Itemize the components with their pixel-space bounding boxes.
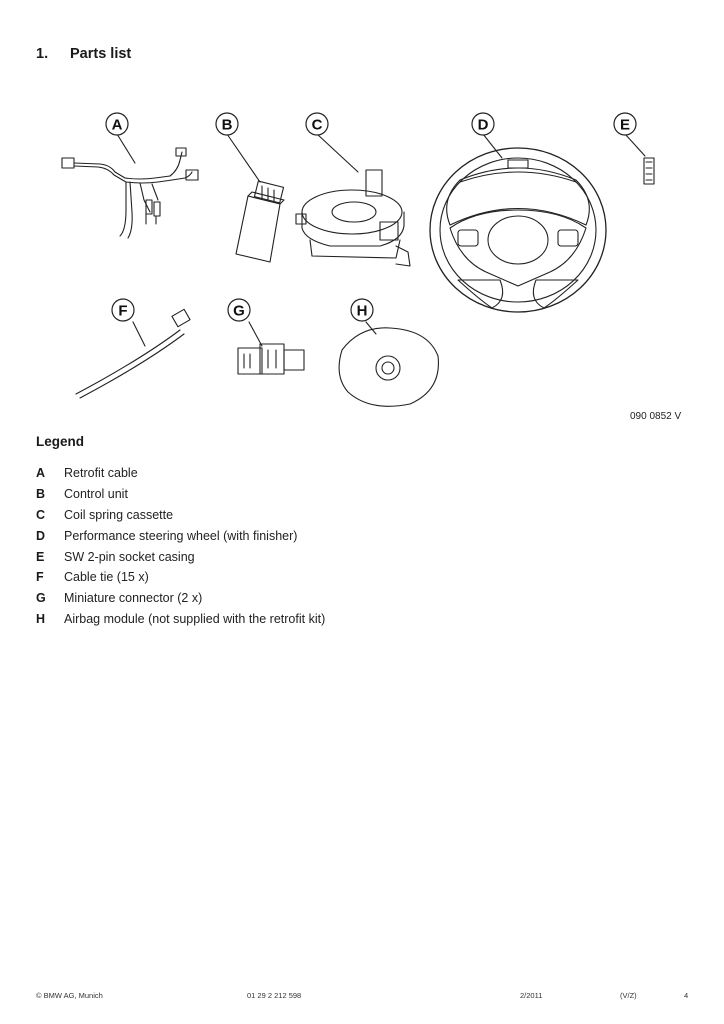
legend-item xyxy=(36,567,325,588)
legend-key: F xyxy=(36,570,44,585)
legend-text: Performance steering wheel (with finisher) xyxy=(64,528,298,543)
footer-date: 2/2011 xyxy=(520,991,543,1000)
callout-e: E xyxy=(619,116,631,134)
legend-text: Retrofit cable xyxy=(64,466,138,481)
legend-title: Legend xyxy=(36,434,85,449)
callout-a: A xyxy=(111,116,123,134)
control-unit-drawing xyxy=(227,134,284,262)
legend-key: C xyxy=(36,507,46,522)
legend-item xyxy=(36,546,325,567)
legend-key: B xyxy=(36,487,46,502)
legend-list xyxy=(36,463,325,629)
airbag-module-drawing xyxy=(339,322,438,406)
legend-text: Coil spring cassette xyxy=(64,507,174,522)
legend-text: Miniature connector (2 x) xyxy=(64,591,203,606)
legend-key: D xyxy=(36,528,46,543)
parts-illustration xyxy=(40,100,700,430)
footer-page-number: 4 xyxy=(684,991,689,1000)
section-number: 1. xyxy=(36,46,49,62)
legend-text: SW 2-pin socket casing xyxy=(64,549,195,564)
legend-text: Cable tie (15 x) xyxy=(64,570,149,585)
legend-item xyxy=(36,609,325,630)
callout-c: C xyxy=(311,116,323,134)
figure-code: 090 0852 V xyxy=(630,411,682,422)
callout-h: H xyxy=(356,302,368,320)
callout-d: D xyxy=(477,116,489,134)
page-footer xyxy=(0,991,724,1005)
section-title: Parts list xyxy=(70,46,132,62)
legend-item xyxy=(36,463,325,484)
legend-key: E xyxy=(36,549,45,564)
cable-tie-drawing xyxy=(76,309,190,398)
callout-g: G xyxy=(233,302,245,320)
footer-doc-number: 01 29 2 212 598 xyxy=(247,991,302,1000)
miniature-connector-drawing xyxy=(238,322,304,374)
callout-b: B xyxy=(221,116,233,134)
legend-key: A xyxy=(36,466,46,481)
coil-spring-cassette-drawing xyxy=(296,134,410,266)
legend-item xyxy=(36,525,325,546)
section-heading xyxy=(36,46,131,62)
retrofit-cable-drawing xyxy=(62,134,198,238)
legend-text: Airbag module (not supplied with the retrofit kit) xyxy=(64,611,326,626)
legend-key: G xyxy=(36,591,46,606)
legend-item xyxy=(36,505,325,526)
performance-steering-wheel-drawing xyxy=(430,134,606,312)
callout-f: F xyxy=(118,302,128,320)
legend-item xyxy=(36,588,325,609)
callout-markers xyxy=(106,113,636,321)
legend-key: H xyxy=(36,611,46,626)
footer-version: (V/Z) xyxy=(620,991,637,1000)
footer-copyright: © BMW AG, Munich xyxy=(36,991,103,1000)
legend-item xyxy=(36,484,325,505)
legend-text: Control unit xyxy=(64,487,128,502)
socket-casing-drawing xyxy=(625,134,654,184)
